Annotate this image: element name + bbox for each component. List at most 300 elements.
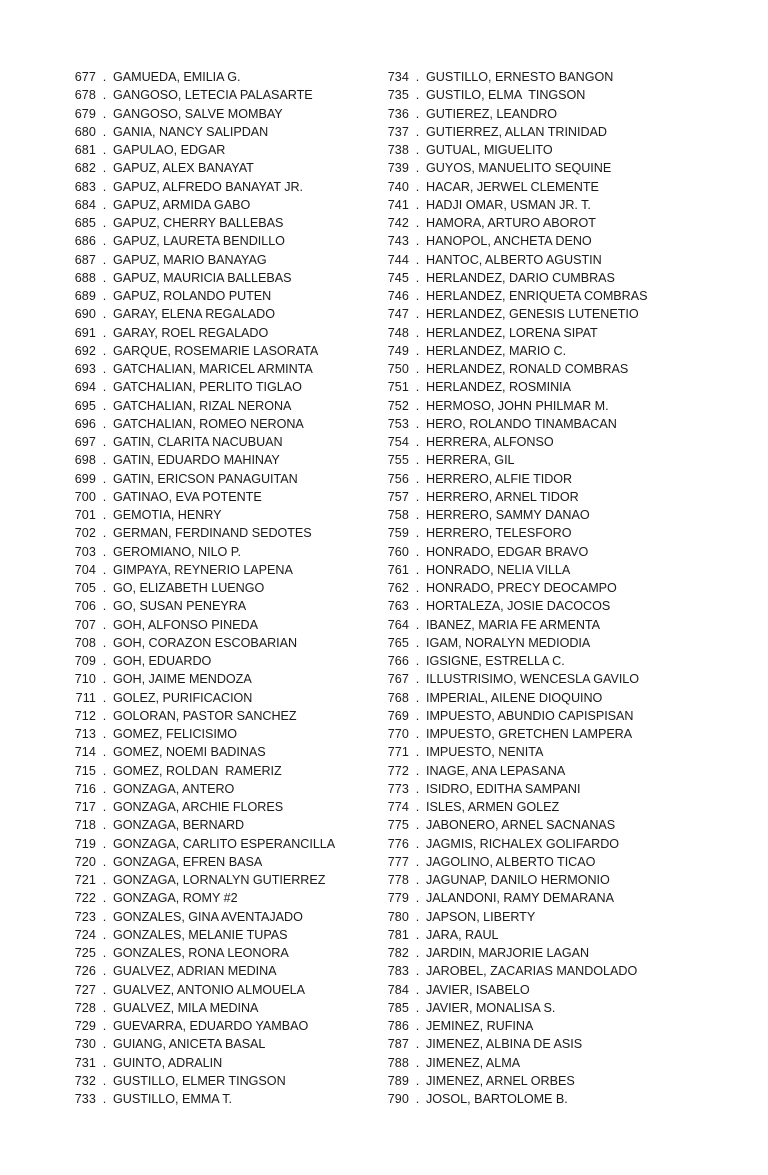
list-item-name: GOMEZ, ROLDAN RAMERIZ bbox=[113, 763, 282, 778]
list-item-separator: . bbox=[102, 562, 107, 577]
list-item-name: GUIANG, ANICETA BASAL bbox=[113, 1037, 266, 1052]
list-item bbox=[379, 1017, 709, 1035]
list-item-name: GO, SUSAN PENEYRA bbox=[113, 599, 247, 614]
list-item-name: GEROMIANO, NILO P. bbox=[113, 544, 241, 559]
list-item bbox=[379, 378, 709, 396]
list-item-separator: . bbox=[102, 234, 107, 249]
list-item-number: 737 bbox=[387, 124, 409, 139]
list-item-separator: . bbox=[415, 690, 420, 705]
list-item-number: 687 bbox=[74, 252, 96, 267]
list-item-name: GATCHALIAN, MARICEL ARMINTA bbox=[113, 362, 313, 376]
list-item bbox=[66, 616, 379, 634]
list-item-name: HONRADO, EDGAR BRAVO bbox=[426, 544, 589, 559]
list-item-separator: . bbox=[102, 654, 107, 668]
list-item-name: GARAY, ELENA REGALADO bbox=[113, 307, 275, 322]
list-item bbox=[66, 141, 379, 159]
list-item-separator: . bbox=[415, 654, 420, 668]
list-item bbox=[66, 944, 379, 962]
list-item-name: GAPUZ, CHERRY BALLEBAS bbox=[113, 216, 284, 230]
list-item-number: 709 bbox=[74, 654, 96, 668]
list-item-separator: . bbox=[102, 544, 107, 559]
list-item bbox=[379, 944, 709, 962]
list-item bbox=[66, 835, 379, 853]
list-item-separator: . bbox=[415, 270, 420, 285]
list-item bbox=[66, 871, 379, 889]
list-item-separator: . bbox=[102, 946, 107, 960]
list-item-number: 780 bbox=[387, 909, 409, 924]
list-item-separator: . bbox=[415, 1000, 420, 1015]
list-item bbox=[66, 908, 379, 926]
list-item-separator: . bbox=[415, 508, 420, 522]
list-item-separator: . bbox=[415, 307, 420, 322]
list-item bbox=[66, 780, 379, 798]
list-item bbox=[66, 178, 379, 196]
list-item bbox=[379, 962, 709, 980]
list-item-separator: . bbox=[415, 197, 420, 212]
list-item-name: JAGMIS, RICHALEX GOLIFARDO bbox=[426, 836, 620, 851]
list-item-number: 697 bbox=[74, 435, 96, 449]
list-item bbox=[379, 214, 709, 232]
list-item-number: 756 bbox=[387, 471, 409, 486]
list-item-separator: . bbox=[415, 489, 420, 504]
list-item-number: 695 bbox=[74, 398, 96, 413]
list-item-number: 742 bbox=[387, 216, 409, 230]
list-item-name: HONRADO, PRECY DEOCAMPO bbox=[426, 581, 617, 595]
list-item-number: 712 bbox=[74, 708, 96, 723]
list-item bbox=[66, 123, 379, 141]
list-item-separator: . bbox=[102, 1019, 107, 1033]
list-item-number: 754 bbox=[387, 435, 409, 449]
list-item-name: GEMOTIA, HENRY bbox=[113, 508, 222, 522]
list-item-number: 727 bbox=[74, 982, 96, 997]
list-item-name: GONZAGA, BERNARD bbox=[113, 818, 245, 833]
list-item-number: 765 bbox=[387, 635, 409, 650]
list-item-name: HERLANDEZ, MARIO C. bbox=[426, 343, 567, 358]
list-item-separator: . bbox=[102, 216, 107, 230]
list-item-name: JEMINEZ, RUFINA bbox=[426, 1019, 534, 1033]
list-item-separator: . bbox=[102, 106, 107, 121]
list-item-separator: . bbox=[102, 982, 107, 997]
list-item bbox=[379, 762, 709, 780]
list-item bbox=[66, 579, 379, 597]
list-item bbox=[66, 670, 379, 688]
list-item-number: 755 bbox=[387, 453, 409, 468]
list-item-name: HERLANDEZ, GENESIS LUTENETIO bbox=[426, 307, 639, 322]
list-item bbox=[66, 305, 379, 323]
list-item bbox=[379, 451, 709, 469]
list-item bbox=[66, 105, 379, 123]
list-item-number: 707 bbox=[74, 617, 96, 632]
list-item bbox=[66, 360, 379, 378]
list-item-number: 702 bbox=[74, 526, 96, 541]
list-item-name: JOSOL, BARTOLOME B. bbox=[426, 1092, 568, 1106]
list-item-separator: . bbox=[102, 800, 107, 814]
list-item-name: HERRERO, TELESFORO bbox=[426, 526, 572, 541]
list-item-separator: . bbox=[415, 161, 420, 176]
list-item-number: 684 bbox=[74, 197, 96, 212]
list-item-name: HORTALEZA, JOSIE DACOCOS bbox=[426, 599, 611, 614]
list-item-number: 775 bbox=[387, 818, 409, 833]
list-item-separator: . bbox=[415, 854, 420, 869]
list-item bbox=[66, 926, 379, 944]
list-item-number: 693 bbox=[74, 362, 96, 376]
list-item bbox=[379, 652, 709, 670]
list-item-number: 776 bbox=[387, 836, 409, 851]
list-item-number: 723 bbox=[74, 909, 96, 924]
list-item-number: 722 bbox=[74, 891, 96, 906]
list-item-name: JAVIER, MONALISA S. bbox=[426, 1000, 556, 1015]
list-item-separator: . bbox=[102, 1092, 107, 1106]
list-item-separator: . bbox=[415, 745, 420, 760]
list-item-separator: . bbox=[102, 891, 107, 906]
list-item-name: GAPUZ, LAURETA BENDILLO bbox=[113, 234, 285, 249]
list-item-separator: . bbox=[415, 289, 420, 303]
list-item-separator: . bbox=[415, 544, 420, 559]
list-item-number: 767 bbox=[387, 672, 409, 687]
list-item-number: 690 bbox=[74, 307, 96, 322]
list-item-name: GATCHALIAN, RIZAL NERONA bbox=[113, 398, 292, 413]
list-item-name: GUSTILLO, ERNESTO BANGON bbox=[426, 70, 614, 84]
list-item-number: 764 bbox=[387, 617, 409, 632]
list-item-name: ISLES, ARMEN GOLEZ bbox=[426, 800, 560, 814]
list-item-separator: . bbox=[102, 179, 107, 194]
list-item-name: IMPERIAL, AILENE DIOQUINO bbox=[426, 690, 603, 705]
list-item-name: GONZAGA, EFREN BASA bbox=[113, 854, 263, 869]
list-item-name: GANGOSO, LETECIA PALASARTE bbox=[113, 88, 313, 103]
list-item-number: 731 bbox=[74, 1055, 96, 1070]
list-item-name: GOMEZ, NOEMI BADINAS bbox=[113, 745, 266, 760]
list-item-number: 746 bbox=[387, 289, 409, 303]
list-item bbox=[379, 999, 709, 1017]
list-item-separator: . bbox=[415, 1055, 420, 1070]
list-item bbox=[379, 178, 709, 196]
list-item-separator: . bbox=[415, 617, 420, 632]
list-item-number: 751 bbox=[387, 380, 409, 395]
list-item-name: GAPUZ, MAURICIA BALLEBAS bbox=[113, 270, 292, 285]
list-item-separator: . bbox=[102, 70, 107, 84]
list-item-number: 699 bbox=[74, 471, 96, 486]
list-item-number: 711 bbox=[75, 690, 96, 705]
list-item-number: 726 bbox=[74, 964, 96, 979]
list-item-name: GUSTILLO, ELMER TINGSON bbox=[113, 1073, 286, 1088]
list-item-separator: . bbox=[415, 763, 420, 778]
list-item-number: 729 bbox=[74, 1019, 96, 1033]
list-item-name: GARQUE, ROSEMARIE LASORATA bbox=[113, 343, 319, 358]
list-item-name: GOLORAN, PASTOR SANCHEZ bbox=[113, 708, 297, 723]
list-item-name: HERMOSO, JOHN PHILMAR M. bbox=[426, 398, 609, 413]
list-item-separator: . bbox=[102, 270, 107, 285]
list-item-number: 736 bbox=[387, 106, 409, 121]
list-item-name: HANOPOL, ANCHETA DENO bbox=[426, 234, 592, 249]
list-item-number: 757 bbox=[387, 489, 409, 504]
list-item-number: 733 bbox=[74, 1092, 96, 1106]
list-item bbox=[66, 743, 379, 761]
list-item-number: 768 bbox=[387, 690, 409, 705]
list-item bbox=[66, 1035, 379, 1053]
list-item bbox=[66, 524, 379, 542]
list-item bbox=[379, 926, 709, 944]
list-item-number: 752 bbox=[387, 398, 409, 413]
list-item bbox=[379, 232, 709, 250]
list-item-number: 773 bbox=[387, 781, 409, 796]
list-item-separator: . bbox=[415, 106, 420, 121]
list-item bbox=[66, 68, 379, 86]
list-item-separator: . bbox=[102, 289, 107, 303]
list-item bbox=[66, 999, 379, 1017]
list-item bbox=[66, 798, 379, 816]
list-item-separator: . bbox=[102, 873, 107, 887]
list-item bbox=[66, 488, 379, 506]
list-item-number: 717 bbox=[74, 800, 96, 814]
list-item bbox=[379, 305, 709, 323]
list-item-name: GUSTILLO, EMMA T. bbox=[113, 1092, 232, 1106]
list-item-separator: . bbox=[102, 325, 107, 340]
list-item-separator: . bbox=[102, 526, 107, 541]
list-item bbox=[379, 488, 709, 506]
list-item-name: HERLANDEZ, DARIO CUMBRAS bbox=[426, 270, 615, 285]
list-item-number: 720 bbox=[74, 854, 96, 869]
list-item-name: ILLUSTRISIMO, WENCESLA GAVILO bbox=[426, 672, 640, 687]
list-item-number: 716 bbox=[74, 781, 96, 796]
list-item-name: JAVIER, ISABELO bbox=[426, 982, 530, 997]
list-item-separator: . bbox=[415, 526, 420, 541]
list-item-name: GATIN, ERICSON PANAGUITAN bbox=[113, 471, 298, 486]
list-item-number: 732 bbox=[74, 1073, 96, 1088]
list-item-separator: . bbox=[415, 781, 420, 796]
list-item-separator: . bbox=[102, 435, 107, 449]
list-item bbox=[379, 816, 709, 834]
list-item-name: HONRADO, NELIA VILLA bbox=[426, 562, 571, 577]
list-item-name: JIMENEZ, ARNEL ORBES bbox=[426, 1073, 575, 1088]
list-item-separator: . bbox=[415, 124, 420, 139]
list-item bbox=[66, 214, 379, 232]
list-item-name: JABONERO, ARNEL SACNANAS bbox=[426, 818, 616, 833]
list-item-name: GUALVEZ, ANTONIO ALMOUELA bbox=[113, 982, 305, 997]
list-item-name: GAPUZ, ROLANDO PUTEN bbox=[113, 289, 272, 303]
list-item bbox=[379, 524, 709, 542]
list-item-number: 782 bbox=[387, 946, 409, 960]
list-item bbox=[66, 561, 379, 579]
list-item-separator: . bbox=[415, 325, 420, 340]
list-item bbox=[379, 561, 709, 579]
list-item-number: 790 bbox=[387, 1092, 409, 1106]
list-item-number: 703 bbox=[74, 544, 96, 559]
list-item-name: GOH, ALFONSO PINEDA bbox=[113, 617, 258, 632]
list-item-separator: . bbox=[102, 927, 107, 942]
list-item bbox=[66, 543, 379, 561]
list-item-separator: . bbox=[102, 836, 107, 851]
list-item-separator: . bbox=[415, 708, 420, 723]
list-item-separator: . bbox=[102, 197, 107, 212]
list-item-separator: . bbox=[102, 252, 107, 267]
list-item bbox=[379, 579, 709, 597]
list-item-separator: . bbox=[415, 252, 420, 267]
list-item-separator: . bbox=[102, 380, 107, 395]
list-item-separator: . bbox=[102, 672, 107, 687]
list-item-number: 689 bbox=[74, 289, 96, 303]
list-item bbox=[66, 86, 379, 104]
list-item-number: 679 bbox=[74, 106, 96, 121]
list-item-name: GAPUZ, ARMIDA GABO bbox=[113, 197, 251, 212]
list-item-number: 691 bbox=[74, 325, 96, 340]
list-item-name: GOH, JAIME MENDOZA bbox=[113, 672, 252, 687]
list-item-number: 725 bbox=[74, 946, 96, 960]
list-item-number: 788 bbox=[387, 1055, 409, 1070]
list-item-name: GOH, CORAZON ESCOBARIAN bbox=[113, 635, 298, 650]
list-item-separator: . bbox=[415, 964, 420, 979]
list-item-name: GERMAN, FERDINAND SEDOTES bbox=[113, 526, 312, 541]
list-item bbox=[66, 981, 379, 999]
list-item-separator: . bbox=[415, 909, 420, 924]
list-item bbox=[66, 287, 379, 305]
list-item-number: 721 bbox=[74, 873, 96, 887]
list-item-separator: . bbox=[415, 216, 420, 230]
list-item-number: 778 bbox=[387, 873, 409, 887]
list-item-name: GOLEZ, PURIFICACION bbox=[113, 690, 253, 705]
list-item-number: 770 bbox=[387, 727, 409, 741]
list-item-number: 759 bbox=[387, 526, 409, 541]
list-item-separator: . bbox=[415, 179, 420, 194]
list-item-number: 713 bbox=[74, 727, 96, 741]
list-item bbox=[379, 68, 709, 86]
list-item bbox=[379, 415, 709, 433]
list-item-name: HERRERA, GIL bbox=[426, 453, 515, 468]
list-item-separator: . bbox=[415, 88, 420, 103]
list-item-name: GO, ELIZABETH LUENGO bbox=[113, 581, 265, 595]
list-item bbox=[66, 506, 379, 524]
list-item-number: 745 bbox=[387, 270, 409, 285]
list-item-separator: . bbox=[415, 891, 420, 906]
list-item-name: HERLANDEZ, RONALD COMBRAS bbox=[426, 362, 629, 376]
list-item-separator: . bbox=[102, 1055, 107, 1070]
list-item-separator: . bbox=[102, 471, 107, 486]
list-item bbox=[379, 433, 709, 451]
right-column bbox=[379, 68, 709, 1108]
list-item-name: JIMENEZ, ALMA bbox=[426, 1055, 521, 1070]
list-item-name: HERRERO, SAMMY DANAO bbox=[426, 508, 590, 522]
list-item-name: GUALVEZ, ADRIAN MEDINA bbox=[113, 964, 277, 979]
list-item-name: GONZALES, MELANIE TUPAS bbox=[113, 927, 288, 942]
list-item-separator: . bbox=[102, 1073, 107, 1088]
list-item-separator: . bbox=[415, 672, 420, 687]
list-item bbox=[379, 342, 709, 360]
list-item-name: GAMUEDA, EMILIA G. bbox=[113, 70, 241, 84]
list-item-separator: . bbox=[102, 745, 107, 760]
left-column bbox=[66, 68, 379, 1108]
list-item-number: 688 bbox=[74, 270, 96, 285]
list-item-separator: . bbox=[415, 982, 420, 997]
list-item-name: HANTOC, ALBERTO AGUSTIN bbox=[426, 252, 602, 267]
list-item bbox=[379, 743, 709, 761]
list-item-number: 771 bbox=[387, 745, 409, 760]
list-item-number: 685 bbox=[74, 216, 96, 230]
list-item bbox=[66, 196, 379, 214]
list-item-number: 708 bbox=[74, 635, 96, 650]
list-item-name: IMPUESTO, NENITA bbox=[426, 745, 544, 760]
list-item-name: GUEVARRA, EDUARDO YAMBAO bbox=[113, 1019, 309, 1033]
list-item bbox=[379, 725, 709, 743]
list-item bbox=[379, 470, 709, 488]
list-item-separator: . bbox=[415, 362, 420, 376]
list-item-name: IGSIGNE, ESTRELLA C. bbox=[426, 654, 565, 668]
list-item-number: 739 bbox=[387, 161, 409, 176]
list-item bbox=[66, 725, 379, 743]
list-item-separator: . bbox=[415, 143, 420, 157]
list-item-name: GATIN, EDUARDO MAHINAY bbox=[113, 453, 280, 468]
list-item bbox=[379, 105, 709, 123]
list-item bbox=[66, 397, 379, 415]
list-item-number: 743 bbox=[387, 234, 409, 249]
list-item-number: 787 bbox=[387, 1037, 409, 1052]
list-item-separator: . bbox=[102, 690, 107, 705]
list-item-name: GUYOS, MANUELITO SEQUINE bbox=[426, 161, 612, 176]
list-item bbox=[379, 908, 709, 926]
list-item-number: 714 bbox=[74, 745, 96, 760]
list-item-name: GAPUZ, ALFREDO BANAYAT JR. bbox=[113, 179, 304, 194]
list-item bbox=[66, 1017, 379, 1035]
list-item bbox=[379, 798, 709, 816]
list-item-number: 786 bbox=[387, 1019, 409, 1033]
list-item bbox=[379, 780, 709, 798]
list-item bbox=[379, 123, 709, 141]
list-item bbox=[66, 652, 379, 670]
list-item bbox=[66, 1090, 379, 1108]
list-item-name: GAPULAO, EDGAR bbox=[113, 143, 226, 157]
list-item-name: JALANDONI, RAMY DEMARANA bbox=[426, 891, 614, 906]
list-item bbox=[379, 251, 709, 269]
list-item-name: HERLANDEZ, LORENA SIPAT bbox=[426, 325, 598, 340]
list-item-number: 779 bbox=[387, 891, 409, 906]
list-item-separator: . bbox=[415, 873, 420, 887]
list-item-separator: . bbox=[415, 800, 420, 814]
list-item-name: HAMORA, ARTURO ABOROT bbox=[426, 216, 596, 230]
list-item-number: 762 bbox=[387, 581, 409, 595]
list-item bbox=[379, 86, 709, 104]
list-item-number: 783 bbox=[387, 964, 409, 979]
list-item-separator: . bbox=[415, 818, 420, 833]
list-item-separator: . bbox=[102, 964, 107, 979]
list-item-name: HERLANDEZ, ROSMINIA bbox=[426, 380, 571, 395]
list-item-separator: . bbox=[102, 398, 107, 413]
list-item-name: HACAR, JERWEL CLEMENTE bbox=[426, 179, 599, 194]
list-item-number: 686 bbox=[74, 234, 96, 249]
list-item-number: 744 bbox=[387, 252, 409, 267]
list-item-separator: . bbox=[102, 818, 107, 833]
list-item bbox=[66, 816, 379, 834]
list-item-number: 766 bbox=[387, 654, 409, 668]
list-item-name: GUTUAL, MIGUELITO bbox=[426, 143, 553, 157]
list-item-separator: . bbox=[415, 435, 420, 449]
list-item bbox=[379, 853, 709, 871]
list-item-name: HERLANDEZ, ENRIQUETA COMBRAS bbox=[426, 289, 648, 303]
list-item-name: GONZAGA, ANTERO bbox=[113, 781, 235, 796]
list-item-number: 749 bbox=[387, 343, 409, 358]
list-item-name: GAPUZ, MARIO BANAYAG bbox=[113, 252, 267, 267]
list-item-number: 734 bbox=[387, 70, 409, 84]
list-item-name: GANIA, NANCY SALIPDAN bbox=[113, 124, 269, 139]
list-item-name: JAGOLINO, ALBERTO TICAO bbox=[426, 854, 596, 869]
list-item bbox=[66, 159, 379, 177]
list-item-separator: . bbox=[102, 88, 107, 103]
list-item-number: 696 bbox=[74, 416, 96, 431]
list-item bbox=[66, 889, 379, 907]
list-item-number: 789 bbox=[387, 1073, 409, 1088]
list-item-separator: . bbox=[415, 927, 420, 942]
list-item bbox=[379, 159, 709, 177]
list-item bbox=[379, 287, 709, 305]
list-item-separator: . bbox=[415, 1019, 420, 1033]
list-item-name: GONZALES, RONA LEONORA bbox=[113, 946, 289, 960]
